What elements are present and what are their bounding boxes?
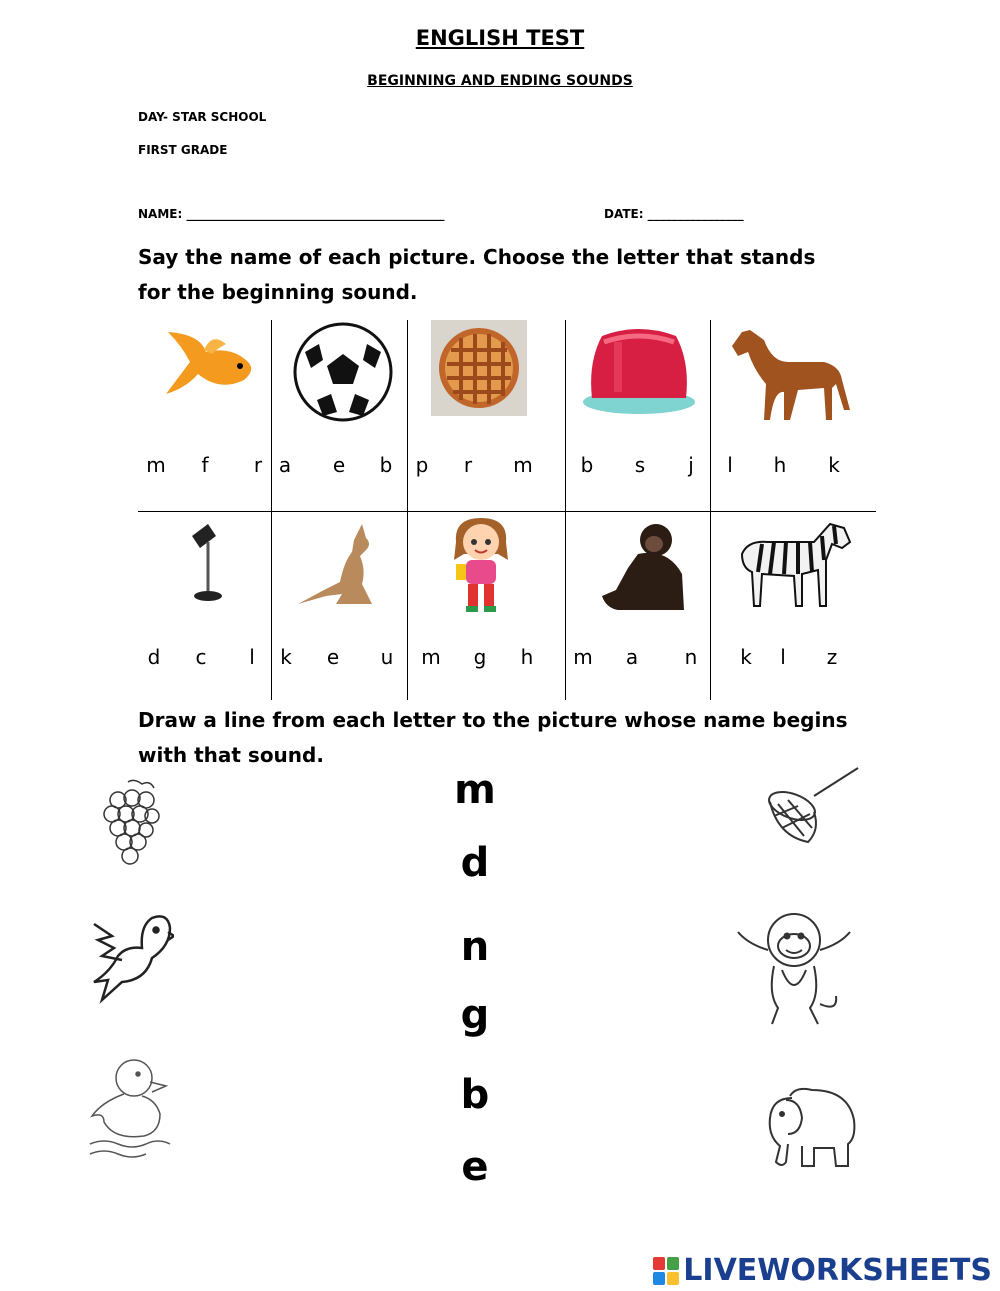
option-letter[interactable]: h: [773, 453, 787, 477]
horse-icon: [728, 322, 854, 422]
girl-icon: [448, 514, 514, 614]
school-name: DAY- STAR SCHOOL: [138, 110, 267, 124]
kangaroo-icon: [296, 522, 380, 608]
goldfish-icon: [160, 322, 258, 400]
option-letter[interactable]: l: [727, 453, 733, 477]
grid-divider: [710, 320, 711, 700]
option-letter[interactable]: n: [684, 645, 698, 669]
option-letter[interactable]: e: [326, 645, 340, 669]
instruction-line: Say the name of each picture. Choose the letter that stands: [138, 245, 816, 269]
option-letter[interactable]: h: [520, 645, 534, 669]
option-letter[interactable]: m: [513, 453, 533, 477]
monkey-icon: [598, 518, 688, 614]
instruction-draw-line: [138, 703, 878, 773]
zebra-icon: [738, 514, 852, 610]
option-letter[interactable]: b: [379, 453, 393, 477]
option-letter[interactable]: s: [634, 453, 646, 477]
grid-divider: [138, 511, 876, 512]
option-letter[interactable]: f: [201, 453, 209, 477]
option-letter[interactable]: k: [280, 645, 292, 669]
match-letter[interactable]: m: [454, 767, 496, 813]
option-letter[interactable]: d: [147, 645, 161, 669]
match-letter[interactable]: e: [461, 1144, 489, 1190]
option-letter[interactable]: l: [780, 645, 786, 669]
net-icon[interactable]: [764, 766, 860, 848]
option-letter[interactable]: m: [421, 645, 441, 669]
grid-divider: [271, 320, 272, 700]
option-letter[interactable]: m: [573, 645, 593, 669]
elephant-icon[interactable]: [762, 1084, 860, 1174]
match-letter[interactable]: n: [460, 924, 490, 970]
option-letter[interactable]: c: [195, 645, 207, 669]
match-letter[interactable]: g: [460, 992, 490, 1038]
pie-icon: [431, 320, 527, 416]
page-subtitle: BEGINNING AND ENDING SOUNDS: [367, 73, 633, 89]
instruction-line: for the beginning sound.: [138, 280, 418, 304]
brand-name: LIVEWORKSHEETS: [683, 1253, 992, 1288]
option-letter[interactable]: z: [826, 645, 838, 669]
option-letter[interactable]: u: [380, 645, 394, 669]
option-letter[interactable]: k: [740, 645, 752, 669]
option-letter[interactable]: r: [253, 453, 263, 477]
option-letter[interactable]: g: [473, 645, 487, 669]
grapes-icon[interactable]: [98, 778, 164, 872]
name-field[interactable]: NAME: ___________________________________________: [138, 207, 445, 221]
soccer-ball-icon: [291, 322, 395, 422]
liveworksheets-logo[interactable]: [653, 1252, 992, 1288]
grade-label: FIRST GRADE: [138, 143, 228, 157]
liveworksheets-logo-icon: [653, 1257, 679, 1285]
bird-icon[interactable]: [88, 906, 174, 1004]
option-letter[interactable]: m: [146, 453, 166, 477]
lamp-icon: [186, 522, 230, 602]
instruction-line: with that sound.: [138, 743, 324, 767]
option-letter[interactable]: k: [828, 453, 840, 477]
match-letter[interactable]: b: [460, 1072, 490, 1118]
monkey-drawing-icon[interactable]: [732, 904, 856, 1030]
page-title: ENGLISH TEST: [415, 26, 585, 50]
option-letter[interactable]: a: [625, 645, 639, 669]
option-letter[interactable]: j: [688, 453, 694, 477]
option-letter[interactable]: l: [249, 645, 255, 669]
instruction-beginning-sound: [138, 240, 858, 310]
option-letter[interactable]: p: [415, 453, 429, 477]
grid-divider: [407, 320, 408, 700]
jelly-icon: [580, 322, 698, 416]
match-letter[interactable]: d: [460, 840, 490, 886]
option-letter[interactable]: a: [278, 453, 292, 477]
option-letter[interactable]: b: [580, 453, 594, 477]
instruction-line: Draw a line from each letter to the picture whose name begins: [138, 708, 848, 732]
option-letter[interactable]: e: [332, 453, 346, 477]
option-letter[interactable]: r: [463, 453, 473, 477]
duck-icon[interactable]: [84, 1052, 172, 1162]
grid-divider: [565, 320, 566, 700]
date-field[interactable]: DATE: ________________: [604, 207, 744, 221]
